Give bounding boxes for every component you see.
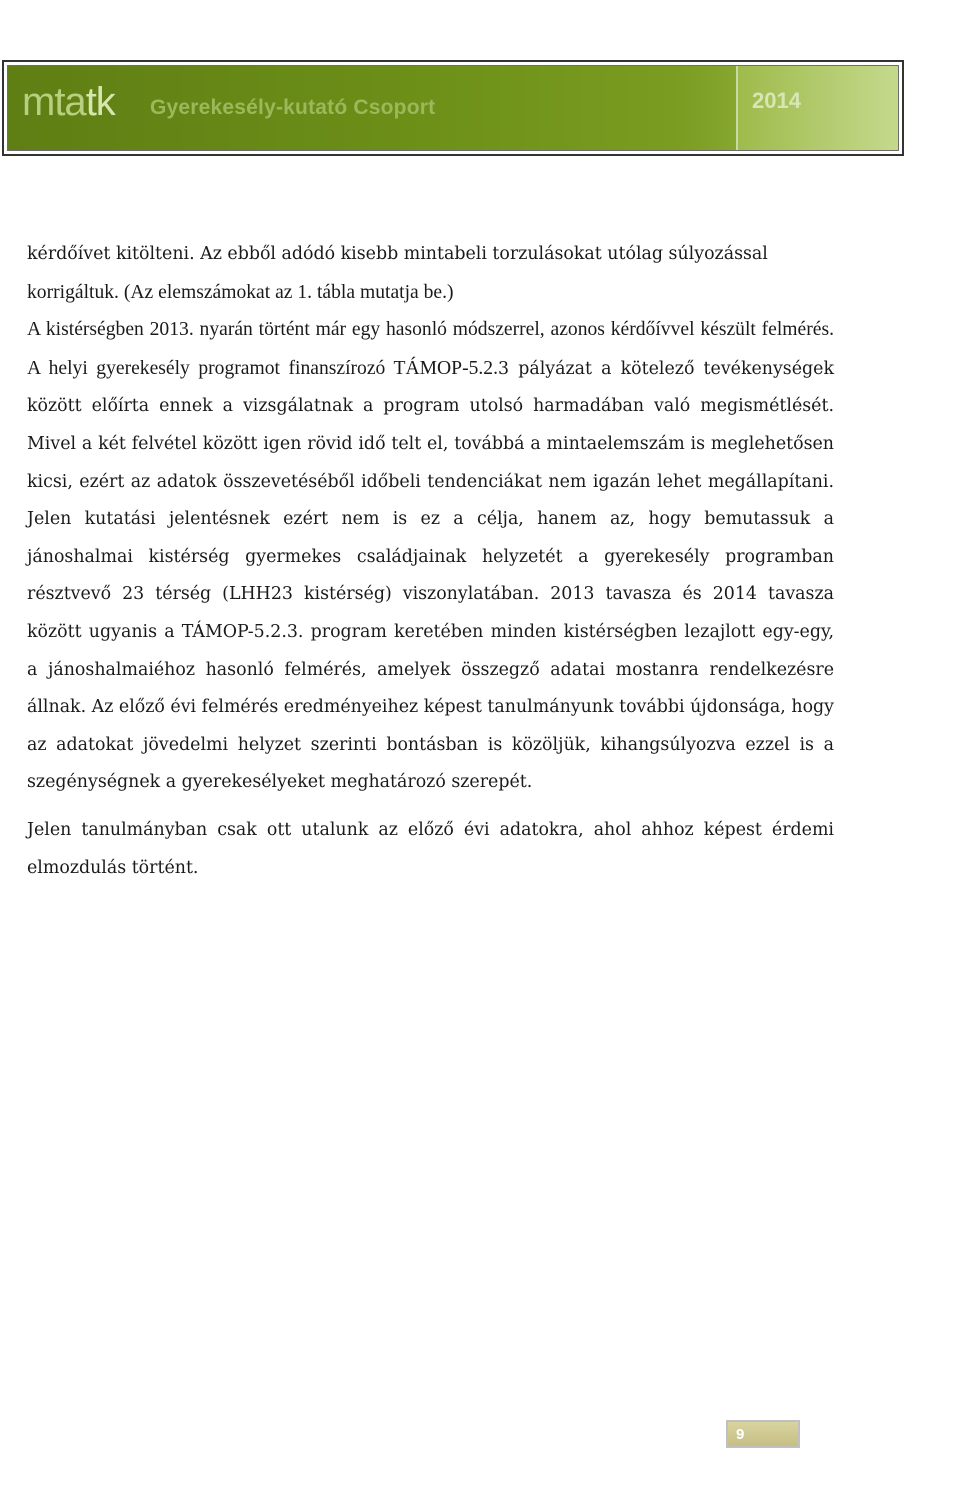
paragraph-1-line-2: korrigáltuk. (Az elemszámokat az 1. tábla mutatja be.) (27, 281, 454, 303)
header-banner (2, 60, 904, 156)
header-banner-side (738, 66, 898, 150)
mtatk-logo (22, 80, 115, 125)
paragraph-2-times-part: A kistérségben 2013. nyarán történt már egy hasonló módszerrel, azonos kérdőívvel készült felmérés. A helyi gyerekesély programot finanszírozó TÁMOP-5.2. (27, 319, 834, 379)
paragraph-2 (27, 311, 834, 802)
page-number-badge (726, 1420, 800, 1448)
page-body (27, 236, 834, 887)
page-number: 9 (736, 1426, 745, 1443)
logo-main-text: mta (22, 80, 86, 124)
paragraph-3: Jelen tanulmányban csak ott utalunk az előző évi adatokra, ahol ahhoz képest érdemi elmozdulás történt. (27, 819, 834, 878)
header-banner-main (8, 66, 738, 150)
research-group-name: Gyerekesély-kutató Csoport (150, 96, 436, 119)
paragraph-1-line-1: kérdőívet kitölteni. Az ebből adódó kisebb mintabeli torzulásokat utólag súlyozással (27, 244, 768, 264)
paragraph-2-rest: 3 pályázat a kötelező tevékenységek között előírta ennek a vizsgálatnak a program utolsó harmadában való megismétlését. Mivel a két felvétel között igen rövid idő telt el, továbbá a mintaelemszám is meglehetősen kicsi, ezért az adatok összevetéséből időbeli tendenciákat nem igazán lehet megállapítani. Jelen kutatási jelentésnek ezért nem is ez a célja, hanem az, hogy bemutassuk a jánoshalmai kistérség gyermekes családjainak helyzetét a gyerekesély programban résztvevő 23 térség (LHH23 kistérség) viszonylatában. 2013 tavasza és 2014 tavasza között ugyanis a TÁMOP-5.2.3. program keretében minden kistérségben lezajlott egy-egy, a jánoshalmaiéhoz hasonló felmérés, amelyek összegző adatai mostanra rendelkezésre állnak. Az előző évi felmérés eredményeihez képest tanulmányunk további újdonsága, hogy az adatokat jövedelmi helyzet szerinti bontásban is közöljük, kihangsúlyozva ezzel is a szegénységnek a gyerekesélyeket meghatározó szerepét. (27, 358, 834, 793)
paragraph-1 (27, 236, 834, 274)
logo-accent-text: tk (85, 80, 115, 124)
header-banner-inner (7, 65, 899, 151)
header-year: 2014 (752, 88, 801, 113)
paragraph-1-continued (27, 274, 834, 312)
